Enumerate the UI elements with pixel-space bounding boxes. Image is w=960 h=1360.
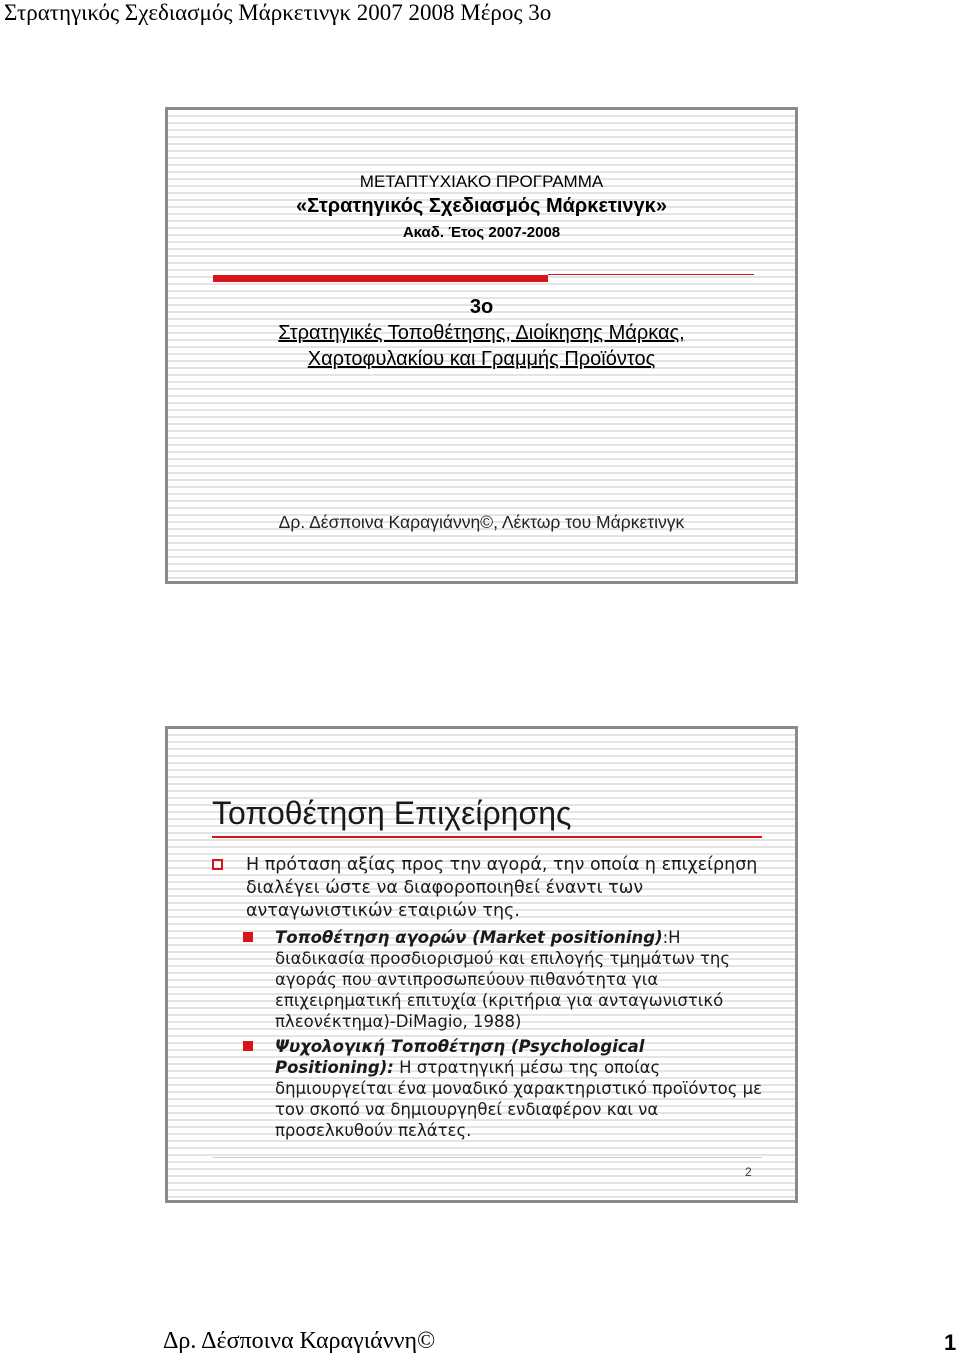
- footer-page-number: 1: [944, 1330, 957, 1355]
- author-line: Δρ. Δέσποινα Καραγιάννη©, Λέκτωρ του Μάρκετινγκ: [278, 512, 685, 532]
- footer-rule: [212, 1157, 762, 1158]
- document-header-title: Στρατηγικός Σχεδιασμός Μάρκετινγκ 2007 2008 Μέρος 3ο: [4, 0, 552, 25]
- sub-bullet-2-term: Ψυχολογική Τοποθέτηση (Psychological Positioning):: [275, 1037, 645, 1077]
- title-rule-thin: [548, 274, 754, 275]
- course-title: «Στρατηγικός Σχεδιασμός Μάρκετινγκ»: [296, 195, 667, 217]
- main-bullet-text: Η πρόταση αξίας προς την αγορά, την οποία η επιχείρηση διαλέγει ώστε να διαφοροποιηθεί έναντι των ανταγωνιστικών εταιριών της.: [246, 855, 758, 921]
- sub-bullet-1-term: Τοποθέτηση αγορών (Market positioning): [275, 928, 663, 947]
- part-number: 3ο: [469, 296, 494, 318]
- slide-number: 2: [745, 1165, 752, 1179]
- sub-bullet-1-text: [275, 927, 765, 1032]
- sub-bullet-1-body: :Η διαδικασία προσδιορισμού και επιλογής τμημάτων της αγοράς που αντιπροσωπεύουν πιθανότητα για επιχειρηματική επιτυχία (κριτήρια για ανταγωνιστικό πλεονέκτημα)-DiMagio, 1988): [275, 928, 731, 1031]
- filled-square-icon: [243, 932, 253, 942]
- filled-square-icon: [243, 1041, 253, 1051]
- program-label: ΜΕΤΑΠΤΥΧΙΑΚΟ ΠΡΟΓΡΑΜΜΑ: [359, 172, 604, 191]
- slide-1: [165, 107, 798, 584]
- sub-bullet-2-text: [275, 1036, 765, 1141]
- academic-year: Ακαδ. Έτος 2007-2008: [402, 224, 561, 241]
- footer-author: Δρ. Δέσποινα Καραγιάννη©: [163, 1328, 436, 1354]
- title-rule-thick: [213, 275, 548, 282]
- topic-line-1: Στρατηγικές Τοποθέτησης, Διοίκησης Μάρκας,: [278, 322, 685, 344]
- sub-bullet-2-body: Η στρατηγική μέσω της οποίας δημιουργείται ένα μοναδικό χαρακτηριστικό προϊόντος με τον σκοπό να δημιουργηθεί ενδιαφέρον και να προσελκυθούν πελάτες.: [275, 1058, 763, 1140]
- hollow-square-icon: [212, 859, 223, 870]
- slide-title: Τοποθέτηση Επιχείρησης: [212, 795, 572, 831]
- slide-title-rule: [212, 836, 762, 838]
- slide-2: [165, 726, 798, 1203]
- topic-line-2: Χαρτοφυλακίου και Γραμμής Προϊόντος: [307, 348, 656, 370]
